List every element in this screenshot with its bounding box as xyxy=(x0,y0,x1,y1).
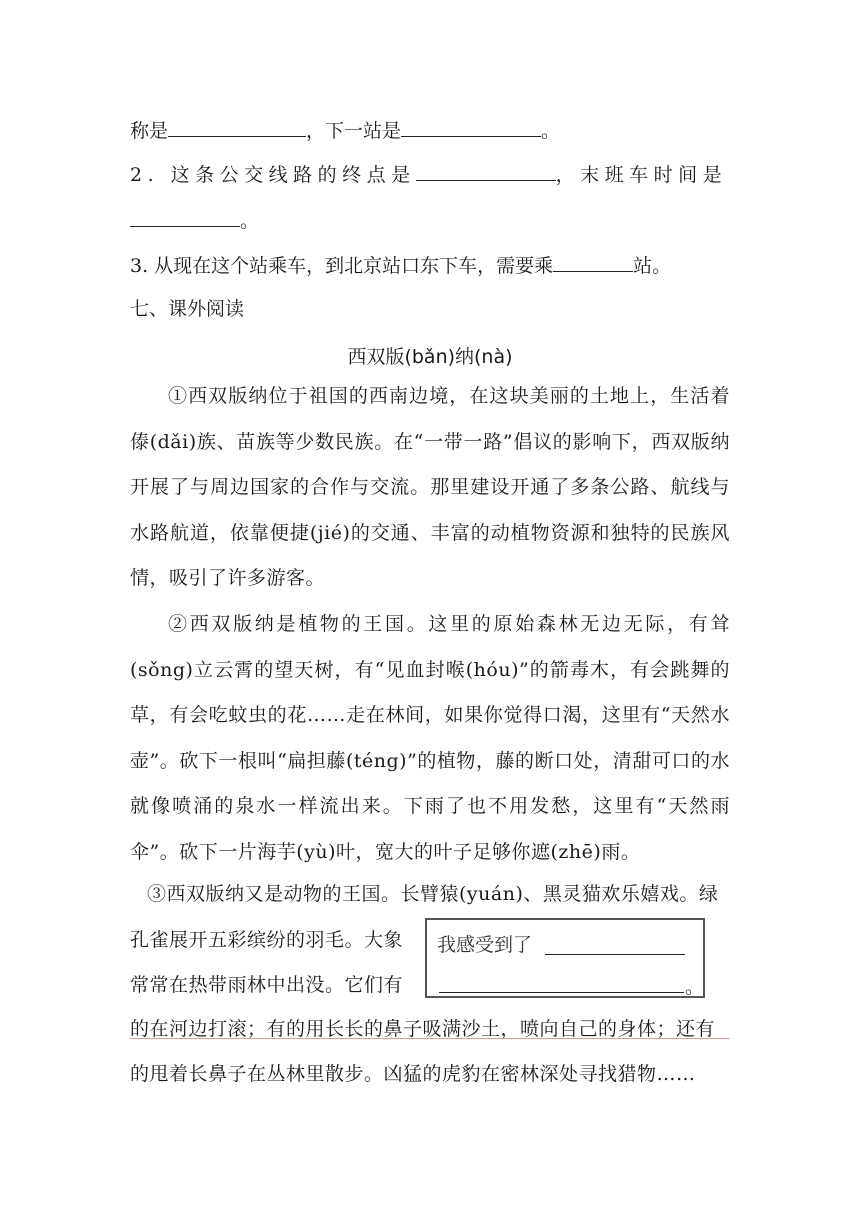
question-3 xyxy=(130,253,671,278)
question-1-tail xyxy=(130,118,560,143)
q2-end-text: 。 xyxy=(240,210,260,232)
q3-text: 3. 从现在这个站乘车，到北京站口东下车，需要乘 xyxy=(130,255,554,277)
q3-end-text: 站。 xyxy=(633,255,672,277)
paragraph-3-line-5: 的甩着长鼻子在丛林里散步。凶猛的虎豹在密林深处寻找猎物…… xyxy=(130,1063,696,1085)
answer-blank-2[interactable] xyxy=(401,118,541,137)
annotation-label: 我感受到了 xyxy=(437,934,533,956)
q1-end-text: 。 xyxy=(541,120,561,142)
paragraph-3-line-1: ③西双版纳又是动物的王国。长臂猿(yuán)、黑灵猫欢乐嬉戏。绿 xyxy=(147,883,719,905)
question-2-cont xyxy=(130,208,259,233)
answer-blank-5[interactable] xyxy=(553,253,633,272)
answer-blank-1[interactable] xyxy=(168,118,306,137)
q1-middle-text: ，下一站是 xyxy=(306,120,402,142)
q2-middle-text: ，末班车时间是 xyxy=(555,164,728,186)
q2-text: 2. 这条公交线路的终点是 xyxy=(130,164,416,186)
article-title: 西双版(bǎn)纳(nà) xyxy=(347,346,513,368)
section-heading: 七、课外阅读 xyxy=(130,298,245,320)
question-2 xyxy=(130,162,727,187)
paragraph-3-line-4: 的在河边打滚；有的用长长的鼻子吸满沙土，喷向自己的身体；还有 xyxy=(130,1018,716,1040)
q1-prefix-text: 称是 xyxy=(130,120,169,142)
answer-blank-3[interactable] xyxy=(416,162,556,181)
answer-blank-4[interactable] xyxy=(130,208,240,227)
paragraph-3-line-3: 常常在热带雨林中出没。它们有 xyxy=(130,974,404,996)
paragraph-2: ②西双版纳是植物的王国。这里的原始森林无边无际，有耸(sǒng)立云霄的望天树，有“见血封喉(hóu)”的箭毒木，有会跳舞的草，有会吃蚊虫的花……走在林间，如果你觉得口渴，这里有“天然水壶”。砍下一根叫“扁担藤(téng)”的植物，藤的断口处，清甜可口的水就像喷涌的泉水一样流出来。下雨了也不用发愁，这里有“天然雨伞”。砍下一片海芋(yù)叶，宽大的叶子足够你遮(zhē)雨。 xyxy=(130,613,730,863)
paragraph-1: ①西双版纳位于祖国的西南边境，在这块美丽的土地上，生活着傣(dǎi)族、苗族等少数民族。在“一带一路”倡议的影响下，西双版纳开展了与周边国家的合作与交流。那里建设开通了多条公路、航线与水路航道，依靠便捷(jié)的交通、丰富的动植物资源和独特的民族风情，吸引了许多游客。 xyxy=(130,385,730,590)
annotation-blank-2[interactable] xyxy=(439,992,684,993)
underline-line-4 xyxy=(130,1038,730,1039)
annotation-blank-1[interactable] xyxy=(545,954,685,955)
annotation-box xyxy=(425,918,705,998)
annotation-end: 。 xyxy=(685,976,705,998)
paragraph-3-line-2: 孔雀展开五彩缤纷的羽毛。大象 xyxy=(130,929,404,951)
